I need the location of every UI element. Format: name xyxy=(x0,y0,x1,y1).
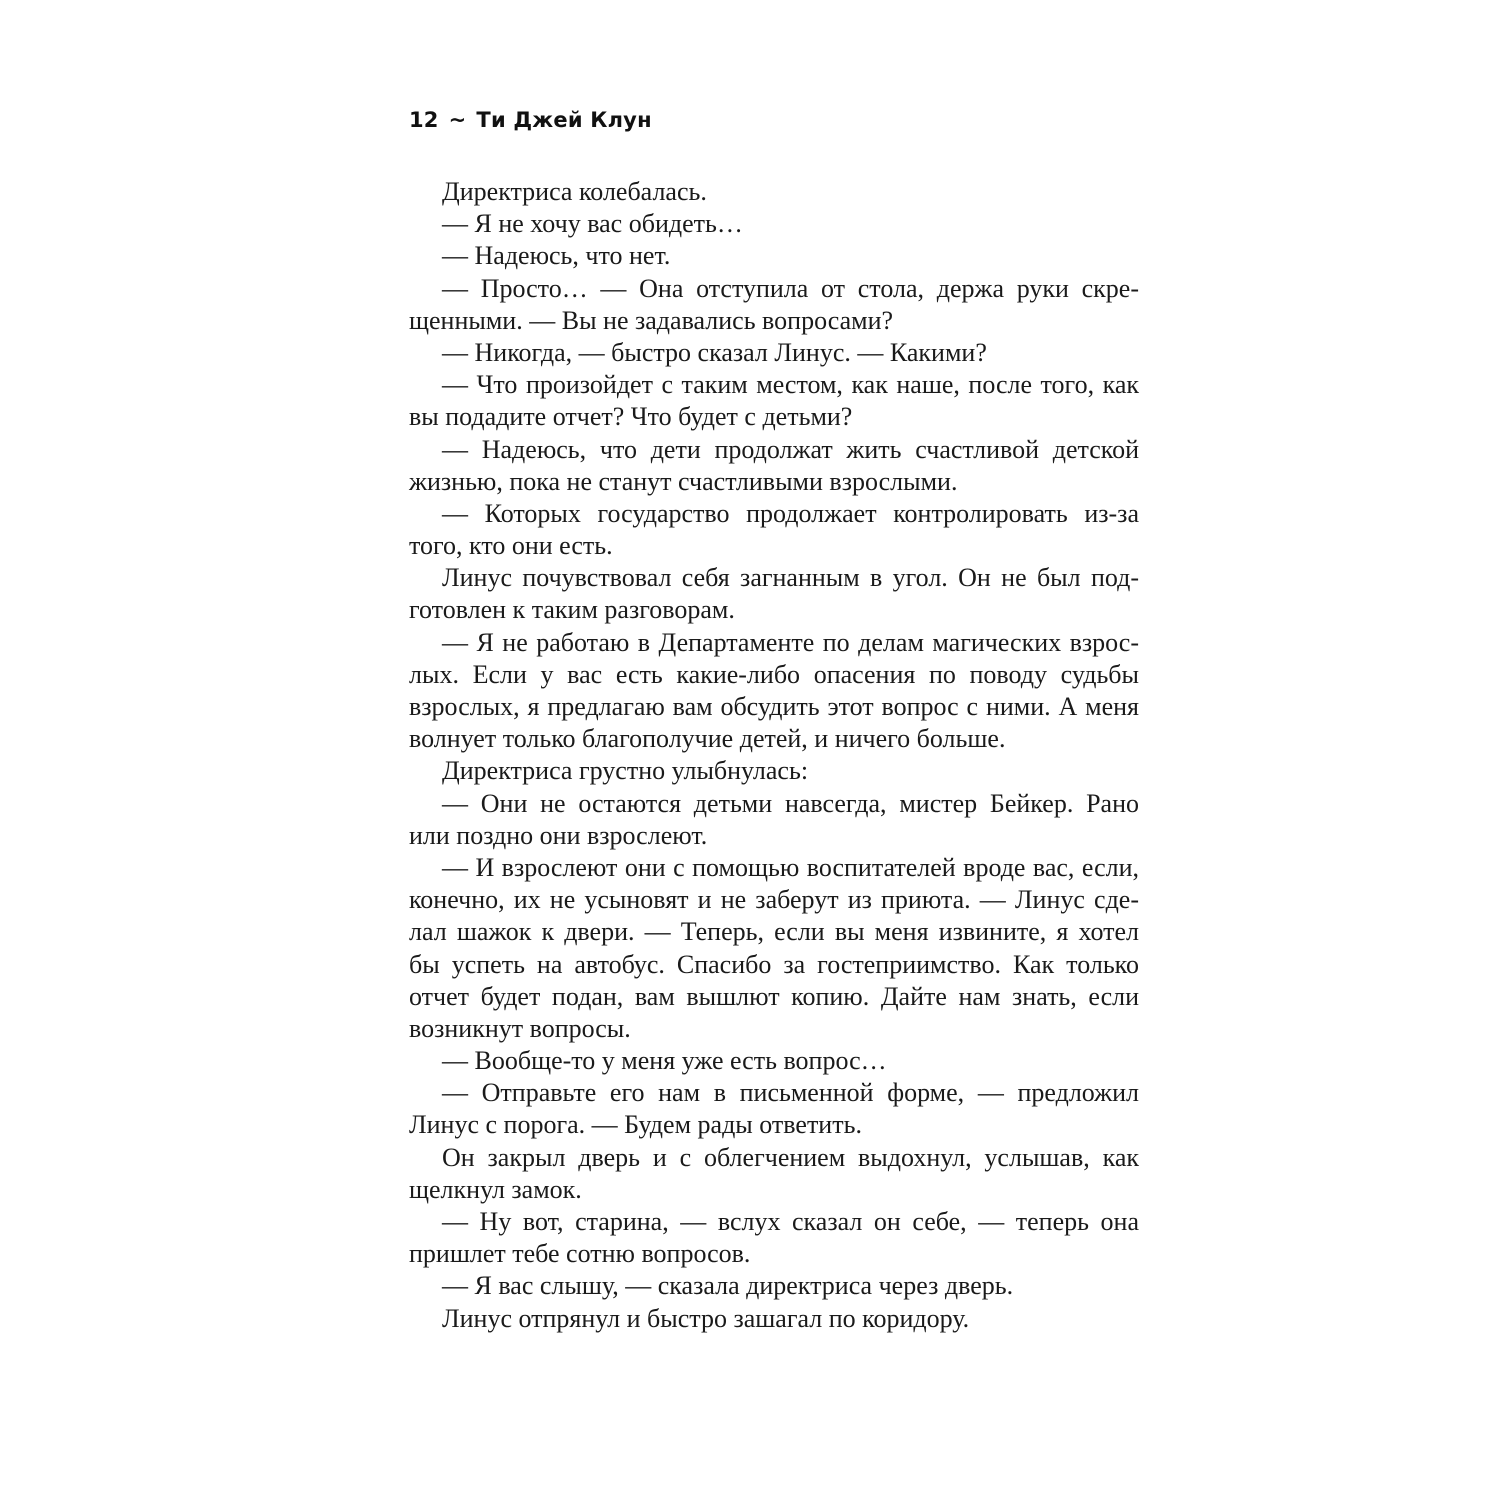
text-line: — Никогда, — быстро сказал Линус. — Какими? xyxy=(442,337,987,367)
text-line: — Надеюсь, что дети продолжат жить счастливой детской xyxy=(442,434,1139,464)
text-line: — Вообще-то у меня уже есть вопрос… xyxy=(442,1046,887,1076)
text-line: — Ну вот, старина, — вслух сказал он себе, — теперь она xyxy=(442,1207,1139,1236)
page-number: 12 xyxy=(409,108,439,132)
text-line: — Которых государство продолжает контролировать из-за xyxy=(442,498,1139,528)
text-line: — Они не остаются детьми навсегда, мистер Бейкер. Рано xyxy=(442,788,1139,818)
text-line: возникнут вопросы. xyxy=(409,1013,631,1043)
header-separator: ~ xyxy=(448,108,467,132)
text-line: — Что произойдет с таким местом, как наше, после того, как xyxy=(442,370,1139,400)
running-head xyxy=(409,108,652,132)
text-line: того, кто они есть. xyxy=(409,531,613,561)
text-line: Линус отпрянул и быстро зашагал по коридору. xyxy=(442,1303,970,1333)
text-line: Директриса колебалась. xyxy=(442,177,707,206)
body-text xyxy=(409,176,1139,1335)
text-line: Линус почувствовал себя загнанным в угол. Он не был под- xyxy=(442,563,1139,593)
text-line: щенными. — Вы не задавались вопросами? xyxy=(409,305,894,335)
text-line: — Просто… — Она отступила от стола, держа руки скре- xyxy=(442,273,1139,303)
text-line: Он закрыл дверь и с облегчением выдохнул, услышав, как xyxy=(442,1142,1139,1172)
text-line: жизнью, пока не станут счастливыми взрослыми. xyxy=(409,466,958,496)
text-line: — И взрослеют они с помощью воспитателей вроде вас, если, xyxy=(442,852,1139,882)
text-line: пришлет тебе сотню вопросов. xyxy=(409,1239,751,1269)
text-line: взрослых, я предлагаю вам обсудить этот вопрос с ними. А меня xyxy=(409,692,1139,721)
text-line: лых. Если у вас есть какие-либо опасения по поводу судьбы xyxy=(409,659,1139,689)
text-line: вы подадите отчет? Что будет с детьми? xyxy=(409,402,853,432)
text-line: лал шажок к двери. — Теперь, если вы меня извините, я хотел xyxy=(409,917,1139,947)
text-line: отчет будет подан, вам вышлют копию. Дайте нам знать, если xyxy=(409,981,1139,1011)
text-line: конечно, их не усыновят и не заберут из приюта. — Линус сде- xyxy=(409,885,1139,915)
text-line: волнует только благополучие детей, и ничего больше. xyxy=(409,724,1006,754)
text-line: бы успеть на автобус. Спасибо за гостеприимство. Как только xyxy=(409,949,1139,979)
text-line: — Я вас слышу, — сказала директриса через дверь. xyxy=(442,1271,1014,1301)
text-line: или поздно они взрослеют. xyxy=(409,820,708,850)
text-line: Линус с порога. — Будем рады ответить. xyxy=(409,1110,862,1140)
text-line: Директриса грустно улыбнулась: xyxy=(442,756,809,786)
text-line: — Отправьте его нам в письменной форме, — предложил xyxy=(442,1078,1139,1108)
text-line: щелкнул замок. xyxy=(409,1174,582,1204)
text-line: — Надеюсь, что нет. xyxy=(442,241,671,271)
text-line: готовлен к таким разговорам. xyxy=(409,595,735,625)
text-line: — Я не хочу вас обидеть… xyxy=(442,209,743,239)
text-line: — Я не работаю в Департаменте по делам магических взрос- xyxy=(442,627,1139,657)
author-name: Ти Джей Клун xyxy=(476,108,652,132)
